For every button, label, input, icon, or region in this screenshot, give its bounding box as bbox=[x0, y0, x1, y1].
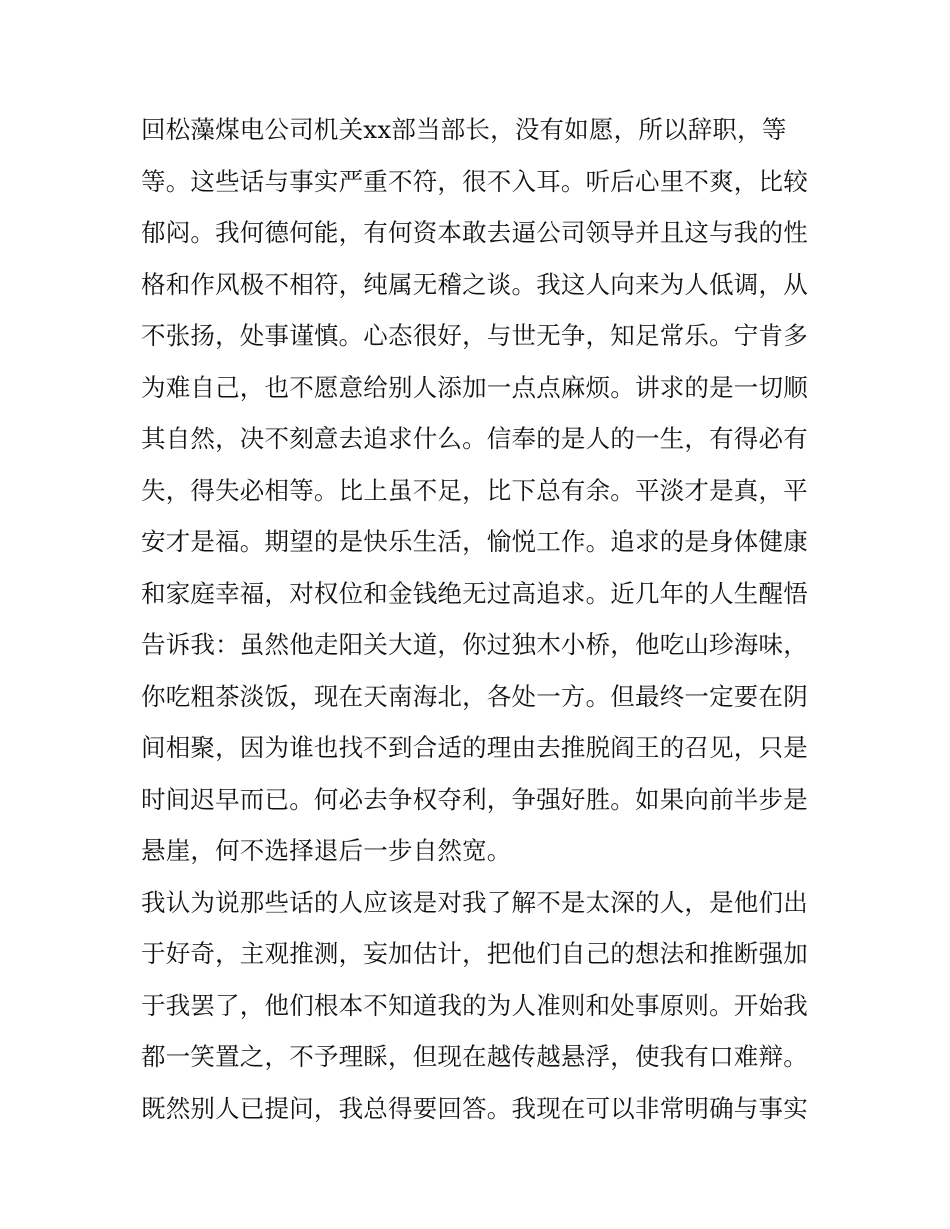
text-line: 时间迟早而已。何必去争权夺利，争强好胜。如果向前半步是 bbox=[141, 784, 808, 814]
text-line: 我认为说那些话的人应该是对我了解不是太深的人，是他们出 bbox=[141, 887, 808, 917]
text-line: 告诉我：虽然他走阳关大道，你过独木小桥，他吃山珍海味， bbox=[141, 630, 808, 659]
body-text bbox=[141, 104, 821, 1134]
text-line: 和家庭幸福，对权位和金钱绝无过高追求。近几年的人生醒悟 bbox=[141, 578, 808, 608]
text-line: 都一笑置之，不予理睬，但现在越传越悬浮，使我有口难辩。 bbox=[141, 1042, 808, 1071]
text-line: 于好奇，主观推测，妄加估计，把他们自己的想法和推断强加 bbox=[141, 939, 808, 968]
text-line: 安才是福。期望的是快乐生活，愉悦工作。追求的是身体健康 bbox=[141, 527, 808, 556]
text-line: 其自然，决不刻意去追求什么。信奉的是人的一生，有得必有 bbox=[141, 424, 808, 453]
text-line: 等。这些话与事实严重不符，很不入耳。听后心里不爽，比较 bbox=[141, 166, 808, 196]
text-line: 为难自己，也不愿意给别人添加一点点麻烦。讲求的是一切顺 bbox=[141, 372, 808, 402]
text-line: 既然别人已提问，我总得要回答。我现在可以非常明确与事实 bbox=[141, 1093, 808, 1123]
text-line: 间相聚，因为谁也找不到合适的理由去推脱阎王的召见，只是 bbox=[141, 733, 808, 762]
text-line: 回松藻煤电公司机关xx部当部长，没有如愿，所以辞职，等 bbox=[141, 115, 787, 144]
text-line: 于我罢了，他们根本不知道我的为人准则和处事原则。开始我 bbox=[141, 990, 808, 1020]
text-line: 郁闷。我何德何能，有何资本敢去逼公司领导并且这与我的性 bbox=[141, 218, 808, 247]
text-line: 悬崖，何不选择退后一步自然宽。 bbox=[141, 836, 512, 865]
text-line: 失，得失必相等。比上虽不足，比下总有余。平淡才是真，平 bbox=[141, 475, 808, 505]
text-line: 不张扬，处事谨慎。心态很好，与世无争，知足常乐。宁肯多 bbox=[141, 321, 808, 350]
text-line: 你吃粗茶淡饭，现在天南海北，各处一方。但最终一定要在阴 bbox=[141, 681, 808, 711]
text-line: 格和作风极不相符，纯属无稽之谈。我这人向来为人低调，从 bbox=[141, 269, 808, 299]
